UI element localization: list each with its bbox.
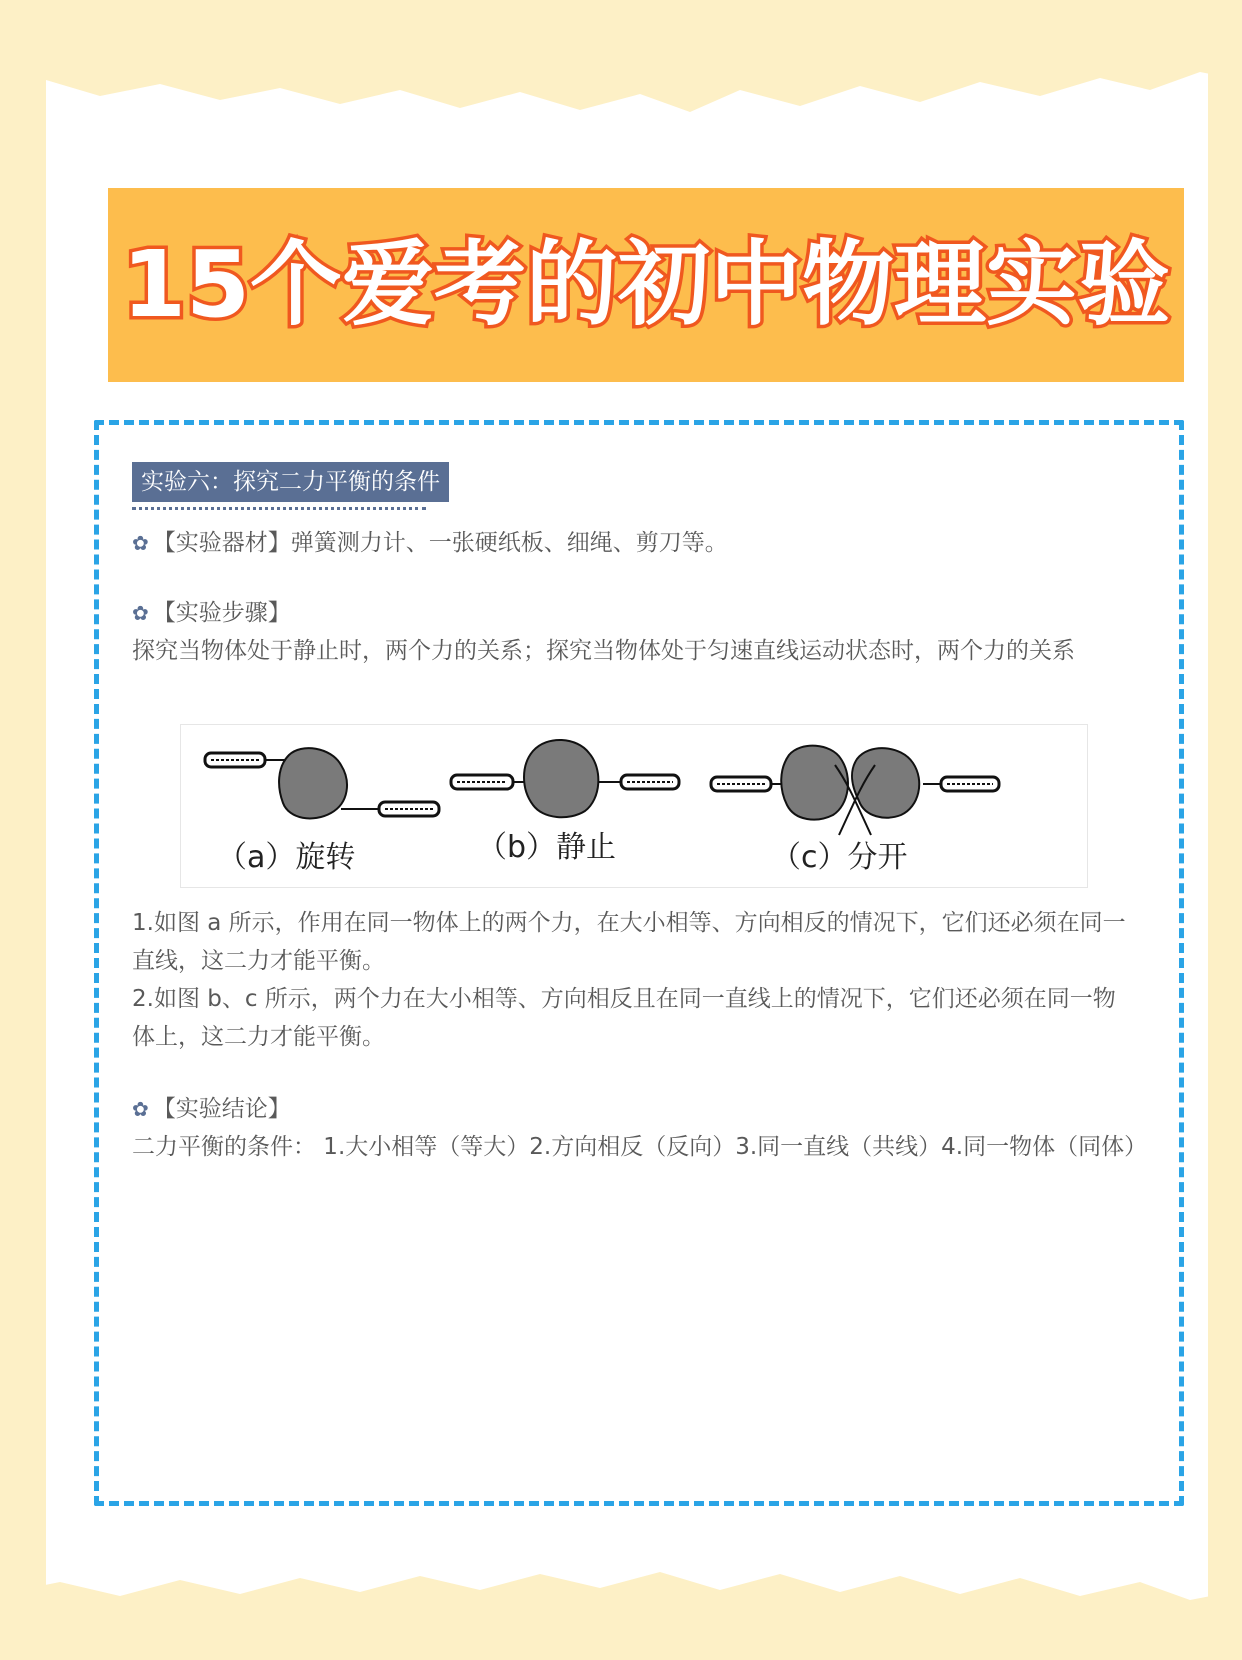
torn-edge-bottom bbox=[0, 1560, 1242, 1640]
steps-text: 探究当物体处于静止时，两个力的关系；探究当物体处于匀速直线运动状态时，两个力的关系 bbox=[132, 638, 1075, 664]
finding-1: 1.如图 a 所示，作用在同一物体上的两个力，在大小相等、方向相反的情况下，它们还必须在同一直线，这二力才能平衡。 bbox=[132, 910, 1126, 974]
steps-label: 【实验步骤】 bbox=[152, 600, 291, 626]
materials-label: 【实验器材】 bbox=[152, 530, 291, 556]
conclusion-label: 【实验结论】 bbox=[152, 1096, 291, 1122]
title-banner bbox=[108, 188, 1184, 382]
flower-icon: ✿ bbox=[132, 1097, 149, 1121]
figure-drawing bbox=[181, 725, 1087, 887]
finding-2: 2.如图 b、c 所示，两个力在大小相等、方向相反且在同一直线上的情况下，它们还必须在同一物体上，这二力才能平衡。 bbox=[132, 986, 1116, 1050]
flower-icon: ✿ bbox=[132, 531, 149, 555]
conclusion-heading bbox=[132, 1090, 1138, 1128]
section-underline bbox=[132, 507, 426, 510]
figure-b bbox=[451, 740, 679, 817]
flower-icon: ✿ bbox=[132, 601, 149, 625]
figure-caption-b: （b）静止 bbox=[477, 830, 617, 865]
figure-c bbox=[711, 746, 999, 835]
figure-caption-a: （a）旋转 bbox=[217, 840, 356, 875]
figure-caption-c: （c）分开 bbox=[771, 840, 908, 875]
banner-title-graphic bbox=[108, 188, 1184, 382]
torn-edge-top bbox=[0, 40, 1242, 130]
steps-heading bbox=[132, 594, 1138, 632]
materials-text: 弹簧测力计、一张硬纸板、细绳、剪刀等。 bbox=[290, 530, 728, 556]
experiment-figure bbox=[180, 724, 1088, 888]
page-title: 15个爱考的初中物理实验 bbox=[121, 231, 1171, 338]
conclusion-text: 二力平衡的条件： 1.大小相等（等大）2.方向相反（反向）3.同一直线（共线）4.同一物体（同体） bbox=[132, 1134, 1148, 1160]
materials-line bbox=[132, 524, 1138, 562]
section-title: 实验六：探究二力平衡的条件 bbox=[132, 462, 449, 502]
figure-a bbox=[205, 748, 439, 818]
